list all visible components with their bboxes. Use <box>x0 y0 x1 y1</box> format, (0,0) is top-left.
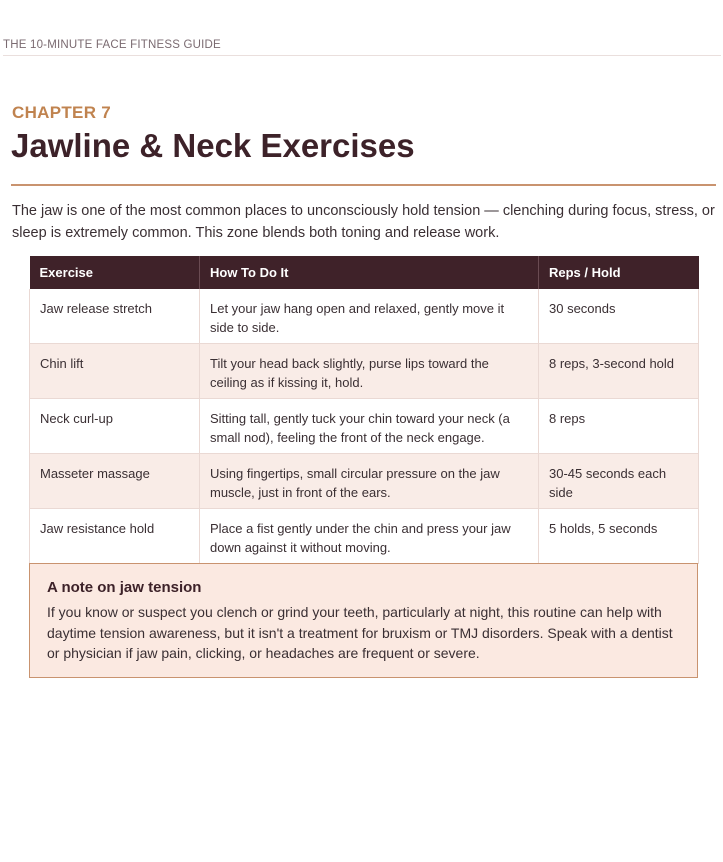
exercise-name: Neck curl-up <box>30 399 200 454</box>
column-header-how-to: How To Do It <box>200 256 539 289</box>
title-divider <box>11 184 716 186</box>
table-row <box>30 509 699 564</box>
exercise-reps: 5 holds, 5 seconds <box>539 509 699 564</box>
exercise-reps: 8 reps <box>539 399 699 454</box>
exercise-reps: 30 seconds <box>539 289 699 344</box>
exercise-instructions: Place a fist gently under the chin and press your jaw down against it without moving. <box>200 509 539 564</box>
running-header: THE 10-MINUTE FACE FITNESS GUIDE <box>3 39 721 56</box>
chapter-label: CHAPTER 7 <box>12 103 112 122</box>
exercise-reps: 30-45 seconds each side <box>539 454 699 509</box>
exercise-instructions: Let your jaw hang open and relaxed, gently move it side to side. <box>200 289 539 344</box>
table-row <box>30 289 699 344</box>
table-header-row <box>30 256 699 289</box>
table-row <box>30 399 699 454</box>
exercise-reps: 8 reps, 3-second hold <box>539 344 699 399</box>
exercise-name: Jaw resistance hold <box>30 509 200 564</box>
note-body: If you know or suspect you clench or grind your teeth, particularly at night, this routine can help with daytime tension awareness, but it isn't a treatment for bruxism or TMJ disorders. Speak with a dentist or physician if jaw pain, clicking, or headaches are frequent or severe. <box>47 604 673 661</box>
table-row <box>30 454 699 509</box>
exercise-instructions: Sitting tall, gently tuck your chin toward your neck (a small nod), feeling the front of the neck engage. <box>200 399 539 454</box>
exercise-name: Chin lift <box>30 344 200 399</box>
exercise-instructions: Tilt your head back slightly, purse lips toward the ceiling as if kissing it, hold. <box>200 344 539 399</box>
exercise-instructions: Using fingertips, small circular pressure on the jaw muscle, just in front of the ears. <box>200 454 539 509</box>
jaw-tension-note <box>29 563 698 678</box>
chapter-title: Jawline & Neck Exercises <box>11 127 415 164</box>
exercise-table <box>29 256 699 564</box>
column-header-reps: Reps / Hold <box>539 256 699 289</box>
intro-paragraph: The jaw is one of the most common places to unconsciously hold tension — clenching during focus, stress, or sleep is extremely common. This zone blends both toning and release work. <box>12 203 715 241</box>
column-header-exercise: Exercise <box>30 256 200 289</box>
exercise-name: Jaw release stretch <box>30 289 200 344</box>
note-title: A note on jaw tension <box>47 579 202 596</box>
table-row <box>30 344 699 399</box>
exercise-name: Masseter massage <box>30 454 200 509</box>
